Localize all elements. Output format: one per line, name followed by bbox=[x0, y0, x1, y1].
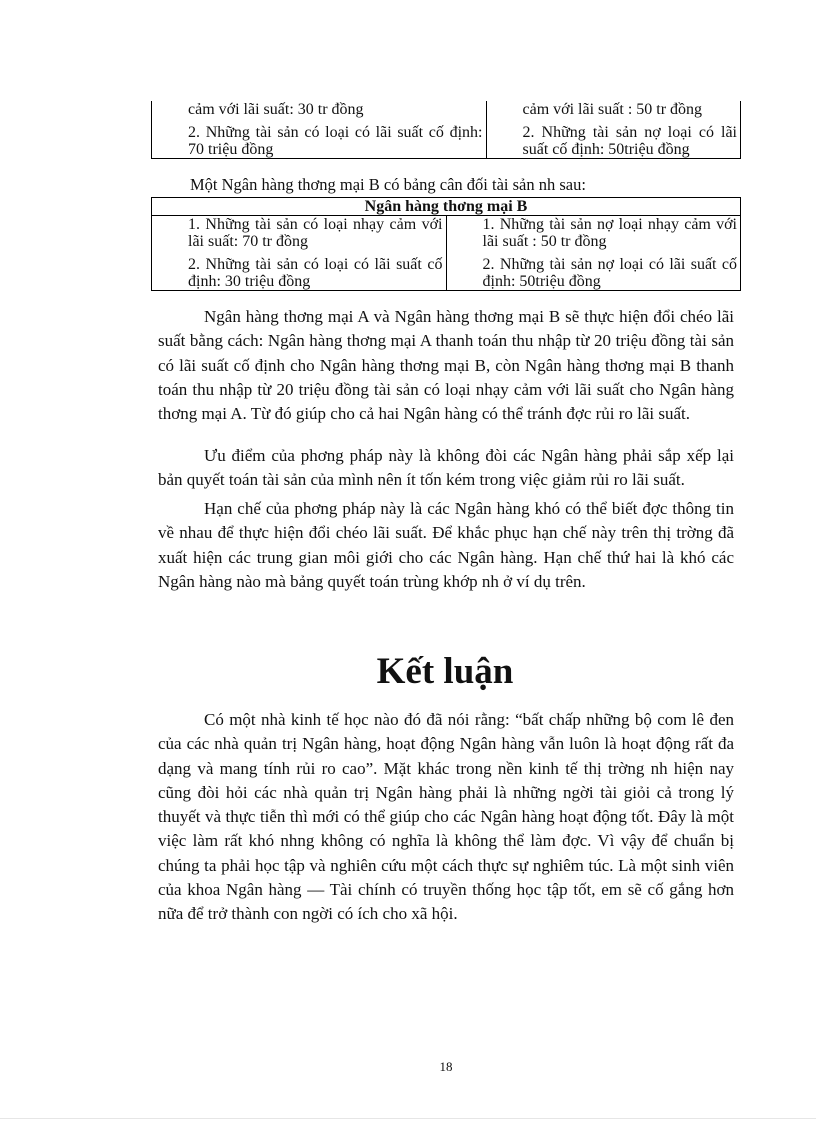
table-cell-text: cảm với lãi suất : 50 tr đồng bbox=[522, 101, 703, 118]
table-cell-text: 2. Những tài sản nợ loại có lãi suất cố định: 50triệu đồng bbox=[482, 256, 737, 290]
table-row bbox=[152, 101, 741, 159]
table-header: Ngân hàng thơng mại B bbox=[152, 198, 741, 216]
table-cell-text: 2. Những tài sản nợ loại có lãi suất cố định: 50triệu đồng bbox=[522, 124, 737, 158]
page-number: 18 bbox=[439, 1059, 453, 1074]
assets-cell bbox=[152, 101, 487, 159]
table-row bbox=[152, 216, 741, 291]
assets-cell bbox=[152, 216, 447, 291]
body-paragraph: Hạn chế của phơng pháp này là các Ngân hàng khó có thể biết đợc thông tin về nhau để thực hiện đổi chéo lãi suất. Để khắc phục hạn chế này trên thị trờng đã xuất hiện các trung gian môi giới cho các Ngân hàng. Hạn chế thứ hai là khó các Ngân hàng nào mà bảng quyết toán trùng khớp nh ở ví dụ trên. bbox=[158, 499, 734, 591]
page-edge-divider bbox=[0, 1118, 816, 1119]
table-cell-text: 2. Những tài sản có loại có lãi suất cố định: 70 triệu đồng bbox=[188, 124, 483, 158]
balance-sheet-table-b bbox=[151, 197, 741, 291]
table-cell-text: 1. Những tài sản có loại nhạy cảm với lãi suất: 70 tr đồng bbox=[188, 216, 443, 250]
table-cell-text: cảm với lãi suất: 30 tr đồng bbox=[188, 101, 364, 118]
body-paragraph: Ưu điểm của phơng pháp này là không đòi các Ngân hàng phải sắp xếp lại bản quyết toán tài sản của mình nên ít tốn kém trong việc giảm rủi ro lãi suất. bbox=[158, 446, 734, 490]
table-cell-text: 2. Những tài sản có loại có lãi suất cố định: 30 triệu đồng bbox=[188, 256, 443, 290]
section-title: Kết luận bbox=[376, 651, 514, 692]
table-header-row bbox=[152, 198, 741, 216]
body-paragraph: Ngân hàng thơng mại A và Ngân hàng thơng mại B sẽ thực hiện đổi chéo lãi suất bằng cách: Ngân hàng thơng mại A thanh toán thu nhập từ 20 triệu đồng tài sản có lãi suất cố định cho Ngân hàng thơng mại B, còn Ngân hàng thơng mại B thanh toán thu nhập từ 20 triệu đồng tài sản có loại nhạy cảm với lãi suất cho Ngân hàng thơng mại A. Từ đó giúp cho cả hai Ngân hàng có thể tránh đợc rủi ro lãi suất. bbox=[158, 307, 734, 424]
conclusion-paragraph: Có một nhà kinh tế học nào đó đã nói rằng: “bất chấp những bộ com lê đen của các nhà quản trị Ngân hàng, hoạt động Ngân hàng vẫn luôn là hoạt động rất đa dạng và mang tính rủi ro cao”. Mặt khác trong nền kinh tế thị trờng nh hiện nay cũng đòi hỏi các nhà quản trị Ngân hàng phải là những ngời tài giỏi cả trong lý thuyết và thực tiễn thì mới có thể giúp cho các Ngân hàng hoạt động tốt. Đây là một việc làm rất khó nhng không có nghĩa là không thể làm đợc. Vì vậy để chuẩn bị chúng ta phải học tập và nghiên cứu một cách thực sự nghiêm túc. Là một sinh viên của khoa Ngân hàng — Tài chính có truyền thống học tập tốt, em sẽ cố gắng hơn nữa để trở thành con ngời có ích cho xã hội. bbox=[158, 710, 734, 924]
liabilities-cell bbox=[486, 101, 741, 159]
balance-sheet-table-a-continued bbox=[151, 101, 741, 159]
table-caption: Một Ngân hàng thơng mại B có bảng cân đối tài sản nh sau: bbox=[190, 175, 586, 194]
liabilities-cell bbox=[446, 216, 741, 291]
table-cell-text: 1. Những tài sản nợ loại nhạy cảm với lãi suất : 50 tr đồng bbox=[482, 216, 737, 250]
